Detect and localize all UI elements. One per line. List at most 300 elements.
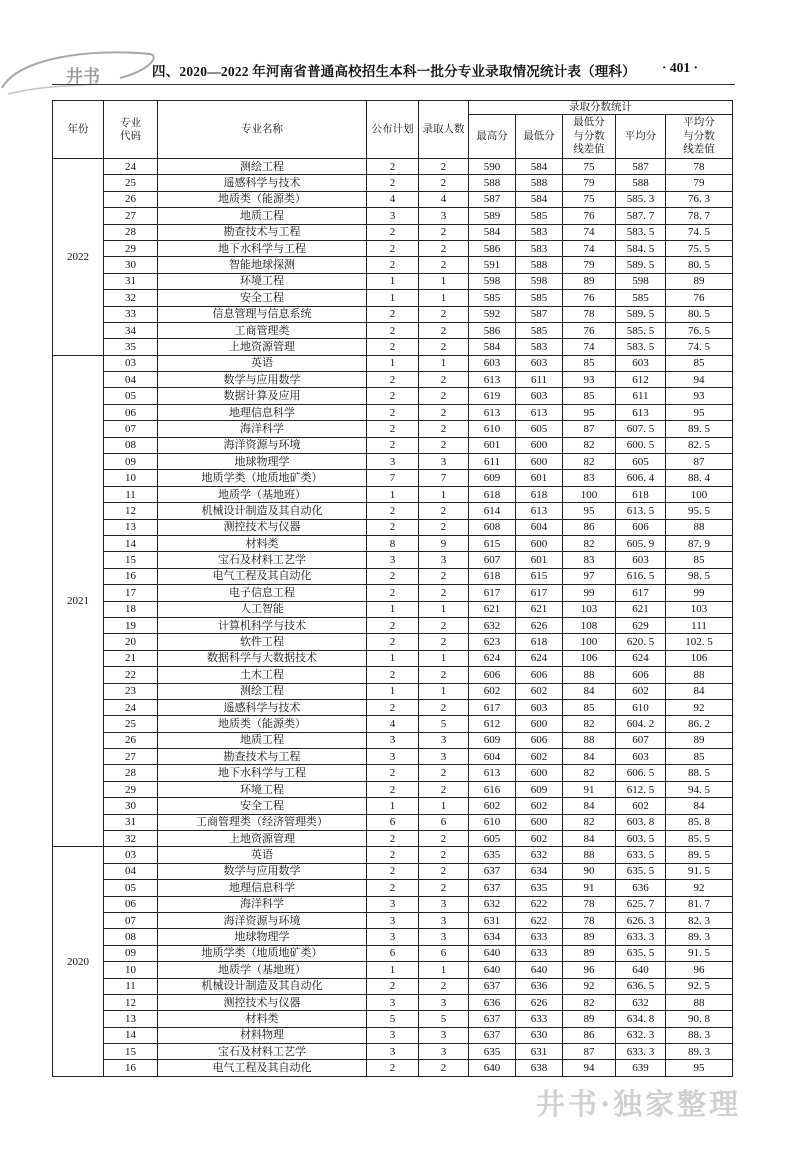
header-min-score-diff — [563, 115, 616, 159]
avg-score-cell: 610 — [616, 699, 666, 715]
table-row — [53, 224, 733, 240]
admitted-count-cell: 1 — [419, 798, 469, 814]
min-score-cell: 604 — [516, 519, 563, 535]
major-name-cell: 地质类（能源类） — [158, 191, 367, 207]
major-name-cell: 材料物理 — [158, 1027, 367, 1043]
table-row — [53, 912, 733, 928]
major-name-cell: 地质类（能源类） — [158, 716, 367, 732]
min-score-cell: 622 — [516, 912, 563, 928]
admitted-count-cell: 3 — [419, 208, 469, 224]
major-name-cell: 勘查技术与工程 — [158, 224, 367, 240]
major-code-cell: 11 — [104, 978, 158, 994]
header-major-name: 专业名称 — [158, 101, 367, 159]
major-name-cell: 海洋科学 — [158, 896, 367, 912]
table-row — [53, 994, 733, 1010]
major-code-cell: 03 — [104, 355, 158, 371]
min-score-cell: 634 — [516, 863, 563, 879]
table-row — [53, 454, 733, 470]
min-score-diff-cell: 99 — [563, 585, 616, 601]
avg-score-diff-cell: 93 — [666, 388, 733, 404]
min-score-cell: 584 — [516, 159, 563, 175]
max-score-cell: 637 — [469, 1027, 516, 1043]
min-score-cell: 587 — [516, 306, 563, 322]
avg-score-cell: 606 — [616, 519, 666, 535]
major-name-cell: 电气工程及其自动化 — [158, 1060, 367, 1076]
avg-score-diff-cell: 78. 7 — [666, 208, 733, 224]
avg-score-diff-cell: 86. 2 — [666, 716, 733, 732]
table-body — [53, 159, 733, 1077]
avg-score-cell: 616. 5 — [616, 568, 666, 584]
major-name-cell: 机械设计制造及其自动化 — [158, 503, 367, 519]
header-major-code — [104, 101, 158, 159]
avg-score-diff-cell: 84 — [666, 798, 733, 814]
min-score-diff-cell: 108 — [563, 617, 616, 633]
min-score-cell: 606 — [516, 732, 563, 748]
min-score-diff-cell: 95 — [563, 503, 616, 519]
major-name-cell: 地质工程 — [158, 208, 367, 224]
major-name-cell: 数据计算及应用 — [158, 388, 367, 404]
major-name-cell: 宝石及材料工艺学 — [158, 552, 367, 568]
admitted-count-cell: 1 — [419, 290, 469, 306]
avg-score-diff-cell: 102. 5 — [666, 634, 733, 650]
admitted-count-cell: 1 — [419, 486, 469, 502]
min-score-cell: 640 — [516, 962, 563, 978]
avg-score-cell: 603. 5 — [616, 831, 666, 847]
avg-score-cell: 602 — [616, 798, 666, 814]
major-code-cell: 27 — [104, 208, 158, 224]
max-score-cell: 613 — [469, 404, 516, 420]
major-code-cell: 07 — [104, 421, 158, 437]
min-score-cell: 633 — [516, 929, 563, 945]
min-score-diff-cell: 84 — [563, 798, 616, 814]
min-score-cell: 588 — [516, 175, 563, 191]
plan-count-cell: 2 — [367, 503, 419, 519]
admitted-count-cell: 1 — [419, 601, 469, 617]
min-score-cell: 600 — [516, 716, 563, 732]
plan-count-cell: 2 — [367, 372, 419, 388]
admitted-count-cell: 2 — [419, 388, 469, 404]
header-avg-score-diff — [666, 115, 733, 159]
major-code-cell: 15 — [104, 552, 158, 568]
table-row — [53, 585, 733, 601]
avg-score-cell: 636. 5 — [616, 978, 666, 994]
min-score-cell: 635 — [516, 880, 563, 896]
major-name-cell: 地质学类（地质地矿类） — [158, 945, 367, 961]
plan-count-cell: 2 — [367, 159, 419, 175]
max-score-cell: 610 — [469, 814, 516, 830]
major-code-cell: 11 — [104, 486, 158, 502]
min-score-cell: 632 — [516, 847, 563, 863]
table-row — [53, 634, 733, 650]
avg-score-cell: 633. 5 — [616, 847, 666, 863]
avg-score-cell: 589. 5 — [616, 306, 666, 322]
table-row — [53, 880, 733, 896]
avg-score-cell: 598 — [616, 273, 666, 289]
table-row — [53, 1027, 733, 1043]
table-row — [53, 519, 733, 535]
max-score-cell: 637 — [469, 863, 516, 879]
admitted-count-cell: 2 — [419, 339, 469, 355]
major-code-cell: 06 — [104, 896, 158, 912]
min-score-cell: 631 — [516, 1044, 563, 1060]
max-score-cell: 617 — [469, 585, 516, 601]
admitted-count-cell: 2 — [419, 1060, 469, 1076]
table-row — [53, 831, 733, 847]
min-score-diff-cell: 83 — [563, 470, 616, 486]
min-score-diff-cell: 76 — [563, 290, 616, 306]
avg-score-cell: 583. 5 — [616, 339, 666, 355]
header-plan: 公布计划 — [367, 101, 419, 159]
major-code-cell: 19 — [104, 617, 158, 633]
major-code-cell: 29 — [104, 781, 158, 797]
admitted-count-cell: 3 — [419, 732, 469, 748]
avg-score-diff-cell: 85 — [666, 552, 733, 568]
max-score-cell: 592 — [469, 306, 516, 322]
max-score-cell: 621 — [469, 601, 516, 617]
min-score-diff-cell: 82 — [563, 437, 616, 453]
admitted-count-cell: 2 — [419, 437, 469, 453]
avg-score-diff-cell: 88 — [666, 667, 733, 683]
avg-score-diff-cell: 78 — [666, 159, 733, 175]
table-row — [53, 781, 733, 797]
admitted-count-cell: 3 — [419, 1027, 469, 1043]
table-row — [53, 1044, 733, 1060]
admitted-count-cell: 2 — [419, 863, 469, 879]
major-code-cell: 04 — [104, 863, 158, 879]
table-row — [53, 535, 733, 551]
admitted-count-cell: 2 — [419, 699, 469, 715]
admitted-count-cell: 9 — [419, 535, 469, 551]
max-score-cell: 611 — [469, 454, 516, 470]
min-score-cell: 613 — [516, 503, 563, 519]
admitted-count-cell: 2 — [419, 765, 469, 781]
min-score-diff-cell: 89 — [563, 1011, 616, 1027]
avg-score-diff-cell: 92 — [666, 699, 733, 715]
year-cell: 2020 — [53, 847, 104, 1076]
min-score-cell: 601 — [516, 552, 563, 568]
table-row — [53, 339, 733, 355]
max-score-cell: 616 — [469, 781, 516, 797]
major-name-cell: 环境工程 — [158, 781, 367, 797]
table-row — [53, 667, 733, 683]
major-code-cell: 20 — [104, 634, 158, 650]
max-score-cell: 619 — [469, 388, 516, 404]
avg-score-diff-cell: 88. 4 — [666, 470, 733, 486]
plan-count-cell: 2 — [367, 634, 419, 650]
min-score-diff-cell: 82 — [563, 454, 616, 470]
table-row — [53, 929, 733, 945]
publisher-logo — [0, 36, 160, 100]
table-row — [53, 749, 733, 765]
avg-score-cell: 600. 5 — [616, 437, 666, 453]
min-score-cell: 633 — [516, 1011, 563, 1027]
min-score-diff-cell: 96 — [563, 962, 616, 978]
min-score-cell: 600 — [516, 454, 563, 470]
plan-count-cell: 3 — [367, 912, 419, 928]
max-score-cell: 607 — [469, 552, 516, 568]
admitted-count-cell: 3 — [419, 749, 469, 765]
max-score-cell: 632 — [469, 896, 516, 912]
avg-score-cell: 612 — [616, 372, 666, 388]
admitted-count-cell: 2 — [419, 519, 469, 535]
avg-score-diff-cell: 89. 3 — [666, 929, 733, 945]
min-score-diff-cell: 82 — [563, 765, 616, 781]
avg-score-diff-cell: 95. 5 — [666, 503, 733, 519]
min-score-diff-cell: 82 — [563, 994, 616, 1010]
avg-score-cell: 618 — [616, 486, 666, 502]
avg-score-diff-cell: 89 — [666, 273, 733, 289]
major-code-cell: 26 — [104, 191, 158, 207]
plan-count-cell: 1 — [367, 273, 419, 289]
avg-score-diff-cell: 106 — [666, 650, 733, 666]
max-score-cell: 617 — [469, 699, 516, 715]
min-score-diff-cell: 79 — [563, 175, 616, 191]
avg-score-cell: 585. 5 — [616, 322, 666, 338]
min-score-diff-cell: 82 — [563, 716, 616, 732]
max-score-cell: 613 — [469, 765, 516, 781]
major-name-cell: 地球物理学 — [158, 454, 367, 470]
min-score-diff-cell: 74 — [563, 224, 616, 240]
major-name-cell: 地理信息科学 — [158, 404, 367, 420]
major-code-cell: 09 — [104, 454, 158, 470]
plan-count-cell: 2 — [367, 781, 419, 797]
table-row — [53, 404, 733, 420]
min-score-cell: 633 — [516, 945, 563, 961]
max-score-cell: 584 — [469, 339, 516, 355]
major-name-cell: 材料类 — [158, 1011, 367, 1027]
avg-score-cell: 635. 5 — [616, 863, 666, 879]
avg-score-diff-cell: 96 — [666, 962, 733, 978]
min-score-cell: 605 — [516, 421, 563, 437]
min-score-cell: 602 — [516, 798, 563, 814]
avg-score-cell: 588 — [616, 175, 666, 191]
min-score-diff-cell: 87 — [563, 421, 616, 437]
min-score-diff-cell: 76 — [563, 208, 616, 224]
min-score-diff-cell: 75 — [563, 191, 616, 207]
avg-score-diff-cell: 79 — [666, 175, 733, 191]
max-score-cell: 640 — [469, 945, 516, 961]
avg-score-diff-cell: 95 — [666, 1060, 733, 1076]
table-row — [53, 372, 733, 388]
major-name-cell: 地下水科学与工程 — [158, 765, 367, 781]
table-row — [53, 257, 733, 273]
header-min-score: 最低分 — [516, 115, 563, 159]
major-code-cell: 10 — [104, 962, 158, 978]
table-header — [53, 101, 733, 159]
table-row — [53, 470, 733, 486]
max-score-cell: 624 — [469, 650, 516, 666]
major-code-cell: 03 — [104, 847, 158, 863]
max-score-cell: 586 — [469, 240, 516, 256]
avg-score-diff-cell: 85. 8 — [666, 814, 733, 830]
avg-score-cell: 624 — [616, 650, 666, 666]
table-row — [53, 683, 733, 699]
max-score-cell: 604 — [469, 749, 516, 765]
min-score-cell: 598 — [516, 273, 563, 289]
avg-score-diff-cell: 74. 5 — [666, 339, 733, 355]
min-score-diff-cell: 90 — [563, 863, 616, 879]
admitted-count-cell: 5 — [419, 716, 469, 732]
avg-score-cell: 585 — [616, 290, 666, 306]
major-code-cell: 15 — [104, 1044, 158, 1060]
admitted-count-cell: 1 — [419, 683, 469, 699]
admitted-count-cell: 3 — [419, 454, 469, 470]
major-code-cell: 07 — [104, 912, 158, 928]
major-code-cell: 05 — [104, 880, 158, 896]
avg-score-cell: 621 — [616, 601, 666, 617]
major-name-cell: 地质学类（地质地矿类） — [158, 470, 367, 486]
avg-score-diff-cell: 100 — [666, 486, 733, 502]
avg-score-cell: 626. 3 — [616, 912, 666, 928]
min-score-cell: 600 — [516, 765, 563, 781]
min-score-cell: 600 — [516, 535, 563, 551]
min-score-cell: 638 — [516, 1060, 563, 1076]
max-score-cell: 637 — [469, 978, 516, 994]
max-score-cell: 610 — [469, 421, 516, 437]
plan-count-cell: 6 — [367, 945, 419, 961]
avg-score-diff-cell: 98. 5 — [666, 568, 733, 584]
major-code-cell: 23 — [104, 683, 158, 699]
min-score-cell: 606 — [516, 667, 563, 683]
avg-score-cell: 607 — [616, 732, 666, 748]
major-code-cell: 06 — [104, 404, 158, 420]
header-avg-score: 平均分 — [616, 115, 666, 159]
max-score-cell: 598 — [469, 273, 516, 289]
min-score-cell: 585 — [516, 290, 563, 306]
major-name-cell: 海洋科学 — [158, 421, 367, 437]
max-score-cell: 637 — [469, 1011, 516, 1027]
min-score-cell: 618 — [516, 486, 563, 502]
min-score-diff-cell: 89 — [563, 929, 616, 945]
table-row — [53, 863, 733, 879]
major-code-cell: 09 — [104, 945, 158, 961]
table-row — [53, 306, 733, 322]
table-row — [53, 732, 733, 748]
table-row — [53, 650, 733, 666]
admitted-count-cell: 2 — [419, 306, 469, 322]
plan-count-cell: 3 — [367, 896, 419, 912]
major-name-cell: 遥感科学与技术 — [158, 175, 367, 191]
avg-score-diff-cell: 95 — [666, 404, 733, 420]
major-code-cell: 21 — [104, 650, 158, 666]
major-code-cell: 04 — [104, 372, 158, 388]
plan-count-cell: 2 — [367, 880, 419, 896]
admitted-count-cell: 4 — [419, 191, 469, 207]
admitted-count-cell: 3 — [419, 1044, 469, 1060]
plan-count-cell: 2 — [367, 388, 419, 404]
min-score-diff-cell: 74 — [563, 339, 616, 355]
admitted-count-cell: 5 — [419, 1011, 469, 1027]
avg-score-diff-cell: 89 — [666, 732, 733, 748]
min-score-diff-cell: 97 — [563, 568, 616, 584]
min-score-diff-cell: 100 — [563, 634, 616, 650]
major-code-cell: 16 — [104, 1060, 158, 1076]
max-score-cell: 618 — [469, 486, 516, 502]
major-name-cell: 软件工程 — [158, 634, 367, 650]
min-score-cell: 583 — [516, 224, 563, 240]
major-name-cell: 英语 — [158, 847, 367, 863]
major-name-cell: 机械设计制造及其自动化 — [158, 978, 367, 994]
max-score-cell: 635 — [469, 1044, 516, 1060]
admitted-count-cell: 2 — [419, 634, 469, 650]
max-score-cell: 640 — [469, 1060, 516, 1076]
min-score-cell: 626 — [516, 617, 563, 633]
max-score-cell: 609 — [469, 732, 516, 748]
major-name-cell: 海洋资源与环境 — [158, 912, 367, 928]
max-score-cell: 586 — [469, 322, 516, 338]
plan-count-cell: 2 — [367, 847, 419, 863]
major-name-cell: 勘查技术与工程 — [158, 749, 367, 765]
max-score-cell: 608 — [469, 519, 516, 535]
plan-count-cell: 5 — [367, 1011, 419, 1027]
page-number: · 401 · — [662, 60, 699, 75]
admitted-count-cell: 6 — [419, 945, 469, 961]
table-row — [53, 617, 733, 633]
major-code-cell: 32 — [104, 831, 158, 847]
min-score-diff-cell: 78 — [563, 896, 616, 912]
avg-score-diff-cell: 91. 5 — [666, 863, 733, 879]
table-row — [53, 945, 733, 961]
avg-score-diff-cell: 82. 5 — [666, 437, 733, 453]
plan-count-cell: 1 — [367, 962, 419, 978]
min-score-diff-cell: 93 — [563, 372, 616, 388]
plan-count-cell: 1 — [367, 355, 419, 371]
max-score-cell: 635 — [469, 847, 516, 863]
min-score-diff-cell: 85 — [563, 355, 616, 371]
plan-count-cell: 2 — [367, 519, 419, 535]
min-score-diff-cell: 88 — [563, 847, 616, 863]
table-row — [53, 568, 733, 584]
admitted-count-cell: 2 — [419, 372, 469, 388]
plan-count-cell: 1 — [367, 486, 419, 502]
min-score-cell: 583 — [516, 339, 563, 355]
avg-score-cell: 606. 5 — [616, 765, 666, 781]
year-cell: 2022 — [53, 159, 104, 356]
table-row — [53, 191, 733, 207]
major-code-cell: 26 — [104, 732, 158, 748]
avg-score-cell: 587 — [616, 159, 666, 175]
avg-score-cell: 635. 5 — [616, 945, 666, 961]
admitted-count-cell: 2 — [419, 503, 469, 519]
major-name-cell: 地球物理学 — [158, 929, 367, 945]
major-name-cell: 数学与应用数学 — [158, 863, 367, 879]
avg-score-diff-cell: 76. 5 — [666, 322, 733, 338]
admitted-count-cell: 3 — [419, 994, 469, 1010]
plan-count-cell: 1 — [367, 798, 419, 814]
major-code-cell: 12 — [104, 994, 158, 1010]
min-score-cell: 609 — [516, 781, 563, 797]
header-rule — [52, 84, 735, 85]
major-code-cell: 25 — [104, 175, 158, 191]
min-score-diff-cell: 91 — [563, 880, 616, 896]
plan-count-cell: 8 — [367, 535, 419, 551]
plan-count-cell: 3 — [367, 749, 419, 765]
plan-count-cell: 2 — [367, 437, 419, 453]
min-score-cell: 602 — [516, 831, 563, 847]
plan-count-cell: 4 — [367, 716, 419, 732]
table-row — [53, 896, 733, 912]
page-title: 四、2020—2022 年河南省普通高校招生本科一批分专业录取情况统计表（理科） — [152, 64, 636, 79]
min-score-cell: 601 — [516, 470, 563, 486]
min-score-cell: 621 — [516, 601, 563, 617]
avg-score-diff-cell: 80. 5 — [666, 306, 733, 322]
max-score-cell: 590 — [469, 159, 516, 175]
min-score-cell: 588 — [516, 257, 563, 273]
major-code-cell: 34 — [104, 322, 158, 338]
avg-score-diff-cell: 74. 5 — [666, 224, 733, 240]
avg-score-diff-cell: 88. 5 — [666, 765, 733, 781]
avg-score-cell: 632. 3 — [616, 1027, 666, 1043]
